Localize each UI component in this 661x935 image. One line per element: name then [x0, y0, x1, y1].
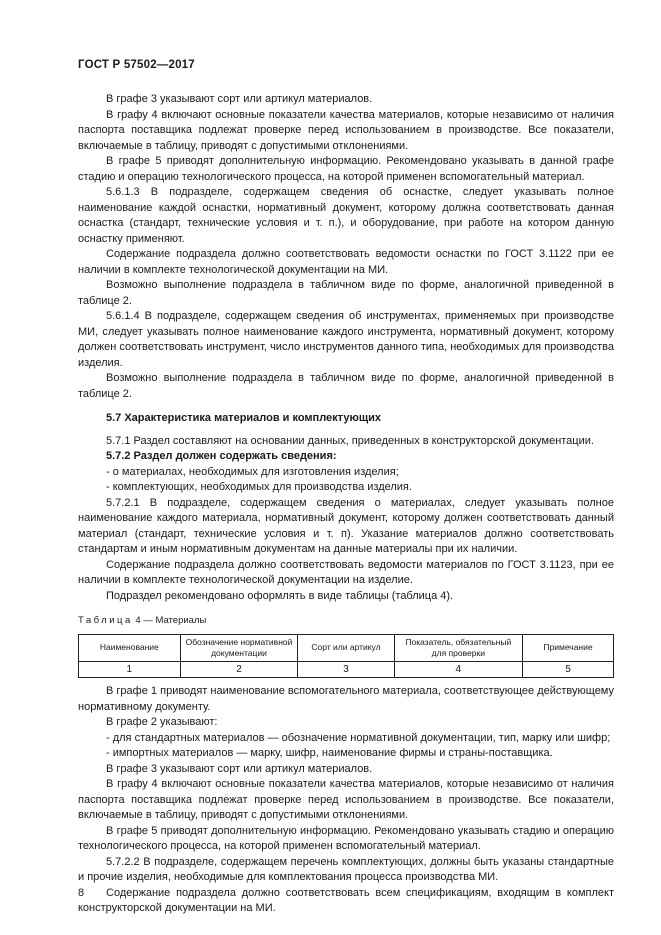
document-header: ГОСТ Р 57502—2017: [78, 59, 195, 71]
paragraph: 5.7.1 Раздел составляют на основании данных, приведенных в конструкторской документации.: [106, 434, 594, 447]
table-header-cell: Наименование: [79, 634, 181, 661]
section-heading: 5.7 Характеристика материалов и комплектующих: [106, 412, 382, 424]
paragraph: В графе 1 приводят наименование вспомогательного материала, соответствующее действующему нормативному документу.: [78, 685, 614, 713]
list-item: - комплектующих, необходимых для производства изделия.: [106, 481, 412, 493]
paragraph: В графе 3 указывают сорт или артикул материалов.: [106, 762, 373, 775]
paragraph-bold: 5.7.2 Раздел должен содержать сведения:: [106, 450, 337, 462]
table-cell: 2: [180, 661, 298, 678]
table-number-row: [79, 661, 614, 678]
paragraph: В графе 3 указывают сорт или артикул материалов.: [106, 93, 373, 105]
paragraph: В графу 4 включают основные показатели качества материалов, которые независимо от наличия паспорта поставщика подлежат проверке перед использованием в производстве. Все показатели, включаемые в таблицу, приводят с допустимыми отклонениями.: [78, 108, 614, 152]
page-number: 8: [78, 887, 85, 899]
list-item: - для стандартных материалов — обозначение нормативной документации, тип, марку или шифр;: [106, 731, 611, 744]
paragraph: 5.6.1.4 В подразделе, содержащем сведения об инструментах, применяемых при производстве МИ, следует указывать полное наименование каждого инструмента, нормативный документ, которому должен соответствовать инструмент, число инструментов данного типа, необходимых для производства изделия.: [78, 310, 614, 369]
paragraph: Возможно выполнение подраздела в табличном виде по форме, аналогичной приведенной в таблице 2.: [78, 372, 614, 400]
table-cell: 5: [523, 661, 614, 678]
paragraph: В графу 4 включают основные показатели качества материалов, которые независимо от наличия паспорта поставщика подлежат проверке перед использованием в производстве. Все показатели, включаемые в таблицу, приводят с допустимыми отклонениями.: [78, 778, 614, 821]
table-caption-title: 4 — Материалы: [132, 615, 207, 626]
table-header-cell: Показатель, обязательный для проверки: [394, 634, 522, 661]
table-header-cell: Обозначение нормативной документации: [180, 634, 298, 661]
paragraph: Содержание подраздела должно соответствовать всем спецификациям, входящим в комплект конструкторской документации на МИ.: [78, 886, 614, 914]
table-caption: [78, 613, 614, 629]
document-body: [78, 92, 614, 917]
paragraph: Подраздел рекомендовано оформлять в виде таблицы (таблица 4).: [106, 589, 454, 602]
paragraph: Содержание подраздела должно соответствовать ведомости материалов по ГОСТ 3.1123, при ее наличии в комплекте технологической документации на изделие.: [78, 558, 614, 586]
list-item: - импортных материалов — марку, шифр, наименование фирмы и страны-поставщика.: [106, 747, 553, 759]
table-cell: 4: [394, 661, 522, 678]
paragraph: В графе 2 указывают:: [106, 716, 218, 728]
table-header-cell: Примечание: [523, 634, 614, 661]
table-cell: 3: [298, 661, 394, 678]
paragraph: 5.7.2.2 В подразделе, содержащем перечень комплектующих, должны быть указаны стандартные и прочие изделия, необходимые для комплектования процесса производства МИ.: [78, 855, 614, 883]
paragraph: Содержание подраздела должно соответствовать ведомости оснастки по ГОСТ 3.1122 при ее наличии в комплекте технологической документации на МИ.: [78, 248, 614, 276]
paragraph: Возможно выполнение подраздела в табличном виде по форме, аналогичной приведенной в таблице 2.: [78, 279, 614, 307]
paragraph: 5.7.2.1 В подразделе, содержащем сведения о материалах, следует указывать полное наименование каждого материала, нормативный документ, которому должен соответствовать данный материал (стандарт, технические условия и т. п). Указание материалов должно соответствовать стандартам и иным нормативным документам на данные материалы при их наличии.: [78, 496, 614, 555]
materials-table: [78, 634, 614, 679]
table-header-row: [79, 634, 614, 661]
table-header-cell: Сорт или артикул: [298, 634, 394, 661]
paragraph: 5.6.1.3 В подразделе, содержащем сведения об оснастке, следует указывать полное наименование каждой оснастки, нормативный документ, которому должна соответствовать данная оснастка (стандарт, технические условия и т. п.), и оборудование, при работе на котором данную оснастку применяют.: [78, 186, 614, 245]
list-item: - о материалах, необходимых для изготовления изделия;: [106, 465, 399, 478]
table-cell: 1: [79, 661, 181, 678]
paragraph: В графе 5 приводят дополнительную информацию. Рекомендовано указывать в данной графе стадию и операцию технологического процесса, на которой применен вспомогательный материал.: [78, 155, 614, 183]
paragraph: В графе 5 приводят дополнительную информацию. Рекомендовано указывать стадию и операцию технологического процесса, на которой применен вспомогательный материал.: [78, 824, 614, 852]
table-caption-label: Таблица: [78, 615, 133, 626]
